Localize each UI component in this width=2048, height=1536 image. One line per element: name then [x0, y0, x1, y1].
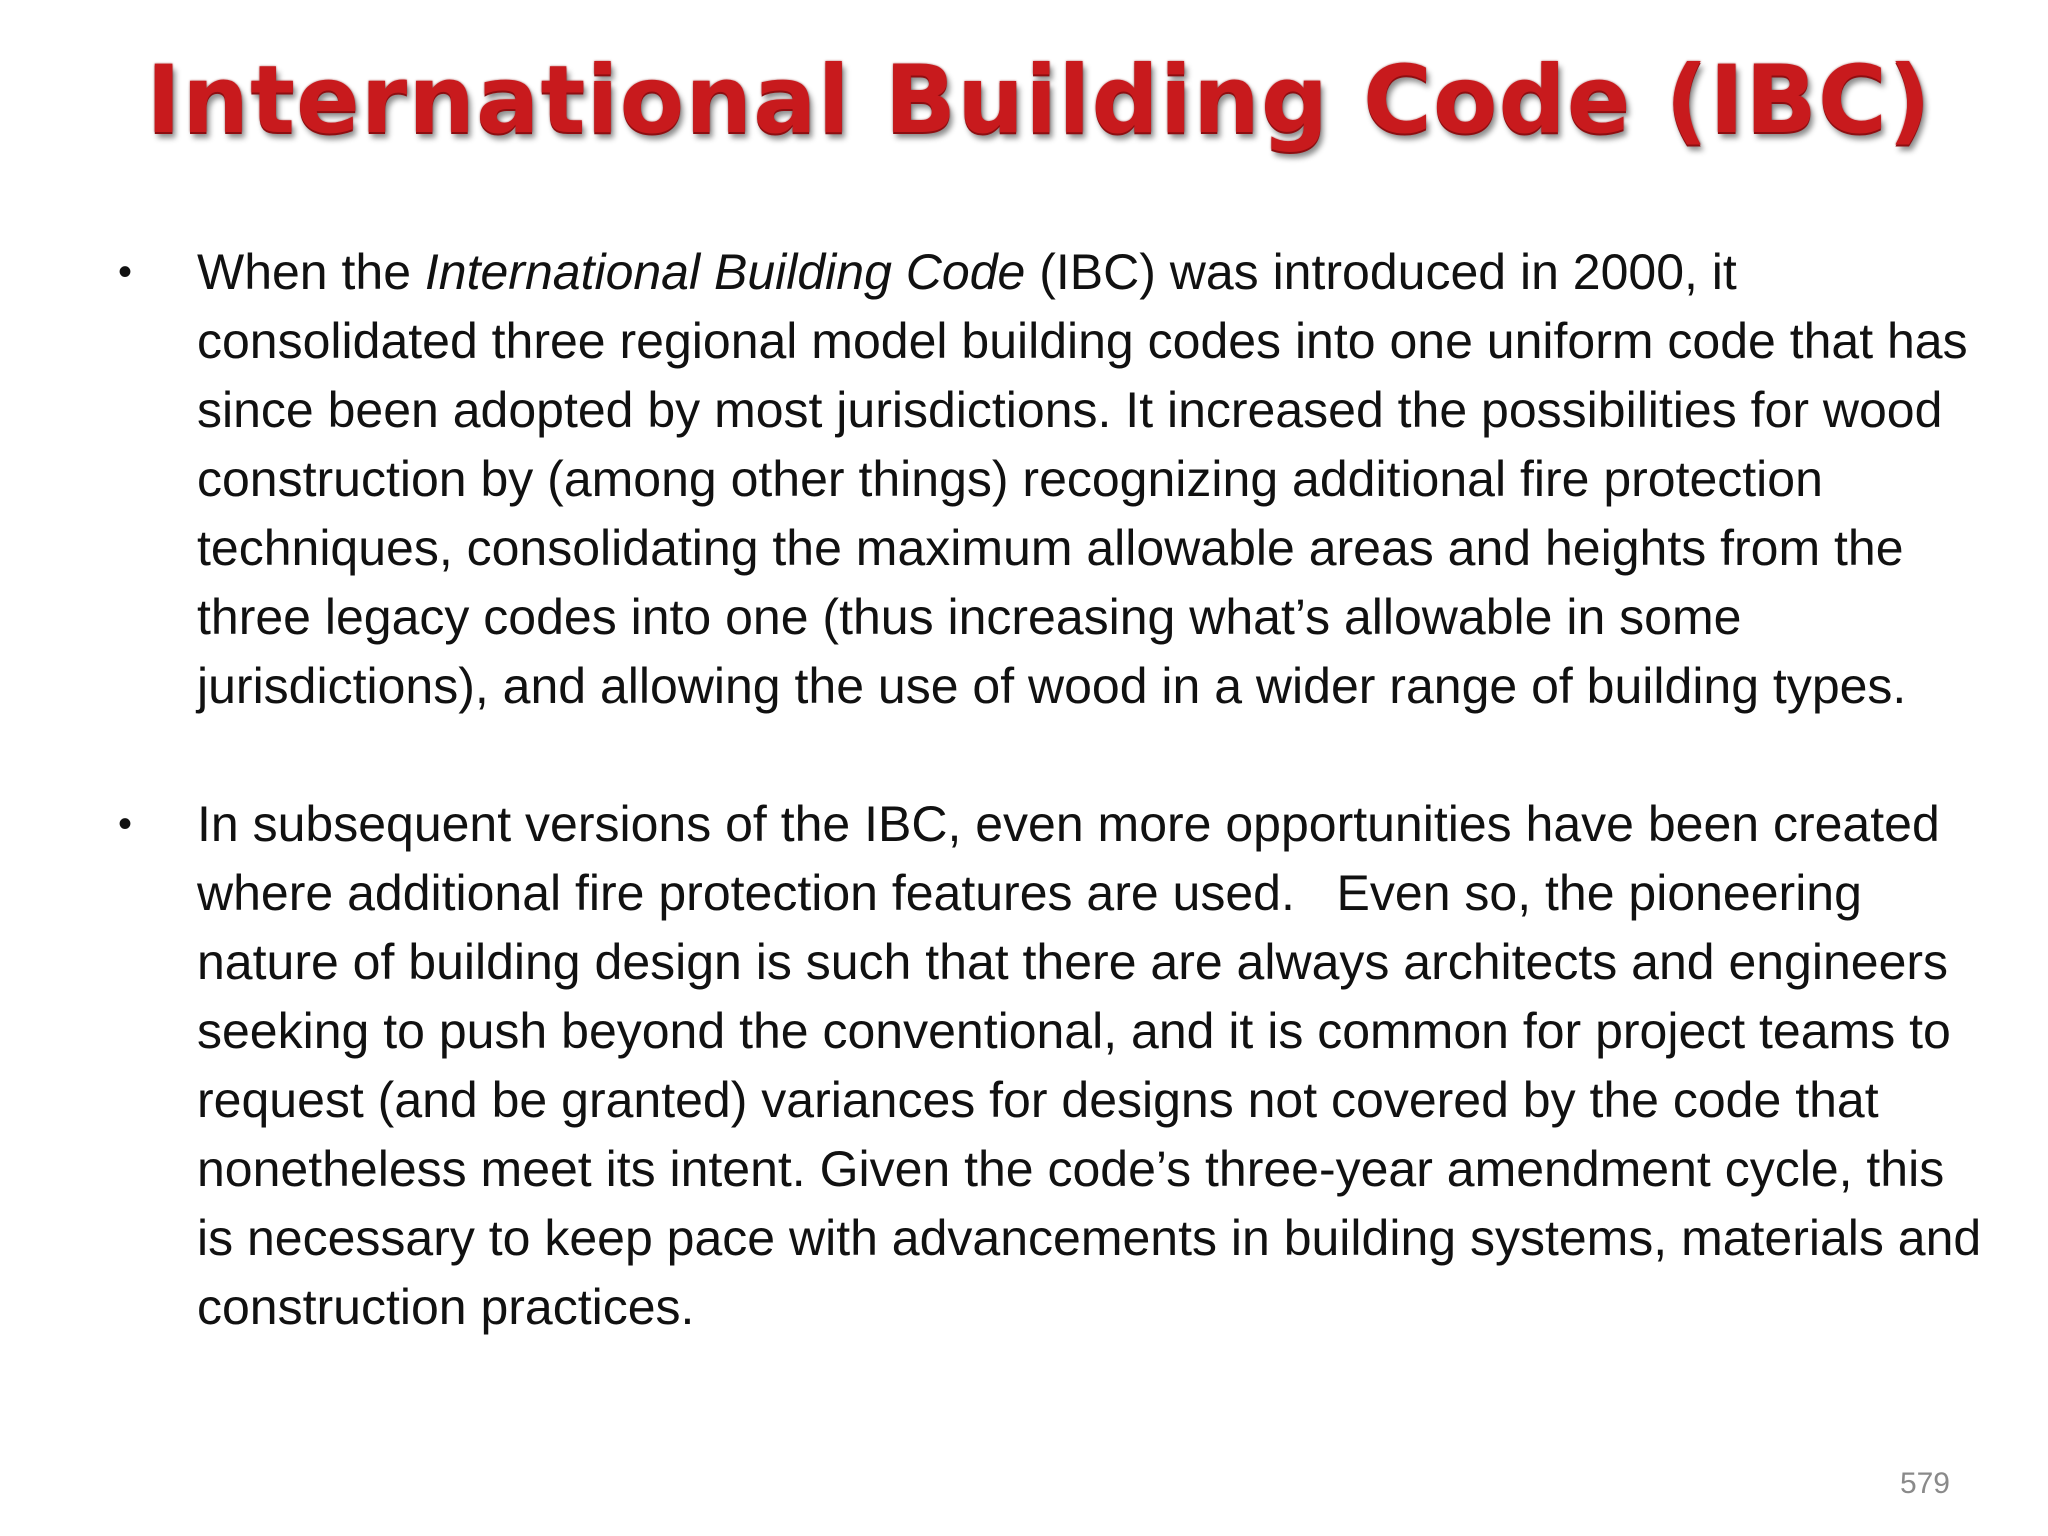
- slide-title: International Building Code (IBC): [146, 46, 1932, 155]
- bullet-text: In subsequent versions of the IBC, even more opportunities have been created where additional fire protection features are used. Even so, the pioneering nature of building design is such that there are always architects and engineers seeking to push beyond the conventional, and it is common for project teams to request (and be granted) variances for designs not covered by the code that nonetheless meet its intent. Given the code’s three-year amendment cycle, this is necessary to keep pace with advancements in building systems, materials and construction practices.: [197, 796, 1996, 1335]
- bullet-text-lead: When the: [197, 244, 425, 300]
- bullet-text-body: (IBC) was introduced in 2000, it consolidated three regional model building codes into one uniform code that has since been adopted by most jurisdictions. It increased the possibilities for wood construction by (among other things) recognizing additional fire protection techniques, consolidating the maximum allowable areas and heights from the three legacy codes into one (thus increasing what’s allowable in some jurisdictions), and allowing the use of wood in a wider range of building types.: [197, 244, 1968, 714]
- bullet-item-subsequent-versions: [0, 790, 2048, 1342]
- bullet-text: [197, 244, 1968, 714]
- bullet-list: [0, 238, 2048, 1342]
- bullet-icon: •: [118, 250, 133, 294]
- bullet-item-ibc-introduction: [0, 238, 2048, 721]
- bullet-icon: •: [118, 802, 133, 846]
- bullet-text-italic-code-name: International Building Code: [424, 244, 1026, 300]
- page-number: 579: [1899, 1467, 1950, 1500]
